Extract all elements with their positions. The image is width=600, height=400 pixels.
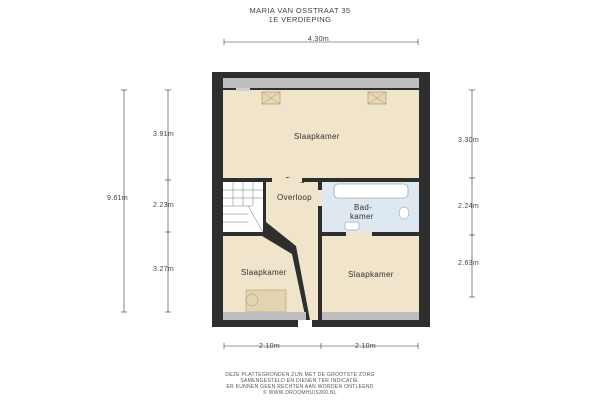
- dim-bottom-left: 2.10m: [259, 343, 280, 350]
- disclaimer-line-4: © WWW.DROOMHUIS360.NL: [263, 390, 337, 396]
- dim-top-width: 4.30m: [308, 36, 329, 43]
- disclaimer-line-1: DEZE PLATTEGRONDEN ZIJN MET DE GROOTSTE ZORG: [225, 372, 375, 378]
- desk: [246, 290, 286, 312]
- bathtub: [334, 184, 408, 198]
- sink: [345, 222, 359, 230]
- dim-left-1: 3.91m: [153, 131, 174, 138]
- label-badkamer-1: Bad-: [354, 203, 373, 212]
- building: [212, 72, 430, 327]
- label-slaapkamer-top: Slaapkamer: [294, 132, 340, 141]
- label-overloop: Overloop: [277, 193, 312, 202]
- dim-left-total: 9.61m: [107, 195, 128, 202]
- dim-left-3: 3.27m: [153, 266, 174, 273]
- dim-right-3: 2.63m: [458, 260, 479, 267]
- dim-left-2: 2.23m: [153, 202, 174, 209]
- label-badkamer-2: kamer: [350, 212, 374, 221]
- dim-right-1: 3.30m: [458, 137, 479, 144]
- label-slaapkamer-left: Slaapkamer: [241, 268, 287, 277]
- left-dimensions: [121, 90, 171, 312]
- dim-right-2: 2.24m: [458, 203, 479, 210]
- dim-bottom-right: 2.10m: [355, 343, 376, 350]
- plan-floor-label: 1E VERDIEPING: [268, 15, 332, 24]
- disclaimer-line-2: SAMENGESTELD EN DIENEN TER INDICATIE.: [240, 378, 360, 384]
- toilet: [399, 207, 409, 219]
- label-slaapkamer-right: Slaapkamer: [348, 270, 394, 279]
- disclaimer-line-3: ER KUNNEN GEEN RECHTEN AAN WORDEN ONTLEEND: [226, 384, 374, 390]
- plan-title: MARIA VAN OSSTRAAT 35: [249, 6, 351, 15]
- bottom-dimensions: [224, 343, 418, 349]
